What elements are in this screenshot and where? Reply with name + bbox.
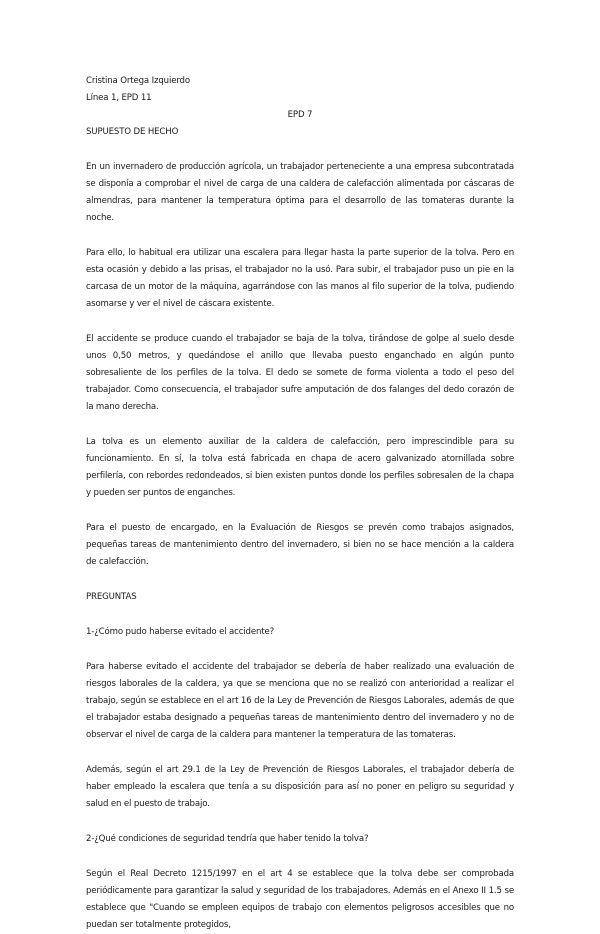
questions-title: PREGUNTAS — [86, 592, 137, 602]
author-name: Cristina Ortega Izquierdo — [86, 76, 190, 86]
question-1: 1-¿Cómo pudo haberse evitado el accidente? — [86, 627, 275, 637]
answer-1-paragraph-1: Para haberse evitado el accidente del trabajador se debería de haber realizado una evaluación de riesgos laborales de la caldera, ya que se menciona que no se realizó con anterioridad a realizar el trabajo, según se establece en el art 16 de la Ley de Prevención de Riesgos Laborales, además de que el trabajador estaba designado a pequeñas tareas de mantenimiento dentro del invernadero y no de observar el nivel de carga de la caldera para mantener la temperatura de las tomateras. — [86, 662, 514, 740]
paragraph-2: Para ello, lo habitual era utilizar una escalera para llegar hasta la parte superior de la tolva. Pero en esta ocasión y debido a las prisas, el trabajador no la usó. Para subir, el trabajador puso un pie en la carcasa de un motor de la máquina, agarrándose con las manos al filo superior de la tolva, pudiendo asomarse y ver el nivel de cáscara existente. — [86, 248, 514, 309]
answer-1-paragraph-2: Además, según el art 29.1 de la Ley de Prevención de Riesgos Laborales, el trabajador debería de haber empleado la escalera que tenía a su disposición para así no poner en peligro su seguridad y salud en el puesto de trabajo. — [86, 765, 514, 809]
paragraph-5: Para el puesto de encargado, en la Evaluación de Riesgos se prevén como trabajos asignados, pequeñas tareas de mantenimiento dentro del invernadero, si bien no se hace mención a la caldera de calefacción. — [86, 523, 514, 567]
answer-2-paragraph-1: Según el Real Decreto 1215/1997 en el art 4 se establece que la tolva debe ser comprobada periódicamente para garantizar la salud y seguridad de los trabajadores. Además en el Anexo II 1.5 se establece que "Cuando se empleen equipos de trabajo con elementos peligrosos accesibles que no puedan ser totalmente protegidos, — [86, 869, 514, 930]
group-line: Línea 1, EPD 11 — [86, 93, 152, 103]
section-title: SUPUESTO DE HECHO — [86, 127, 179, 137]
paragraph-1: En un invernadero de producción agrícola, un trabajador perteneciente a una empresa subcontratada se disponía a comprobar el nivel de carga de una caldera de calefacción alimentada por cáscaras de almendras, para mantener la temperatura óptima para el desarrollo de las tomateras durante la noche. — [86, 162, 514, 223]
paragraph-3: El accidente se produce cuando el trabajador se baja de la tolva, tirándose de golpe al suelo desde unos 0,50 metros, y quedándose el anillo que llevaba puesto enganchado en algún punto sobresaliente de los perfiles de la tolva. El dedo se somete de forma violenta a todo el peso del trabajador. Como consecuencia, el trabajador sufre amputación de dos falanges del dedo corazón de la mano derecha. — [86, 334, 514, 412]
question-2: 2-¿Qué condiciones de seguridad tendría que haber tenido la tolva? — [86, 834, 369, 844]
document-content — [86, 73, 514, 934]
paragraph-4: La tolva es un elemento auxiliar de la caldera de calefacción, pero imprescindible para su funcionamiento. En sí, la tolva está fabricada en chapa de acero galvanizado atornillada sobre perfilería, con rebordes redondeados, si bien existen puntos donde los perfiles sobresalen de la chapa y pueden ser puntos de enganches. — [86, 437, 514, 498]
epd-label: EPD 7 — [287, 110, 313, 120]
